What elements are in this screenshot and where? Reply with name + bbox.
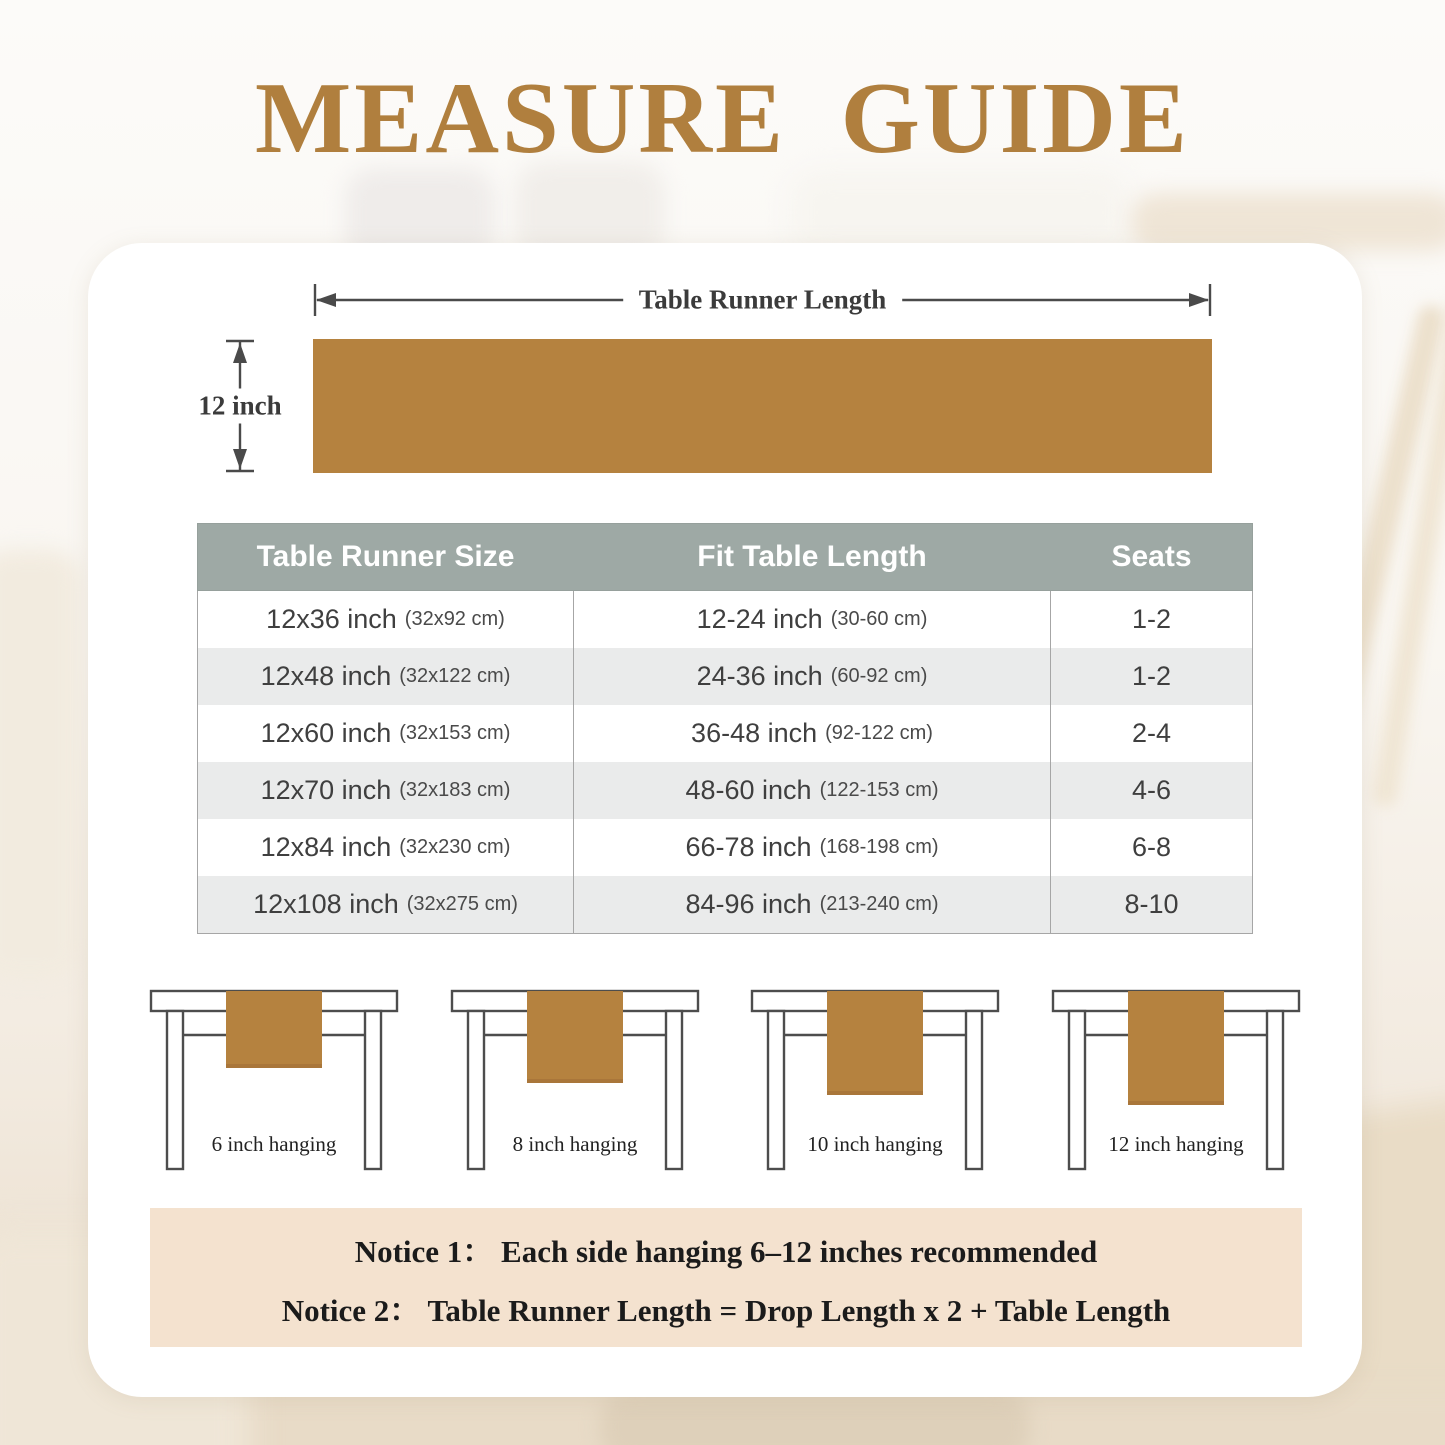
fit-length-cm: (60-92 cm) — [830, 665, 928, 687]
runner-size-cm: (32x92 cm) — [404, 608, 505, 630]
fit-length: 48-60 inch — [685, 775, 812, 805]
fit-length: 12-24 inch — [696, 604, 823, 634]
runner-size-cm: (32x183 cm) — [399, 779, 511, 801]
runner-size: 12x48 inch — [260, 661, 392, 691]
page-title: MEASURE GUIDE — [255, 62, 1190, 175]
seats-count: 1-2 — [1131, 604, 1172, 634]
runner-drape — [1128, 991, 1224, 1105]
table-row — [198, 819, 1252, 876]
runner-drape — [827, 991, 923, 1095]
runner-size-cm: (32x122 cm) — [399, 665, 511, 687]
fit-length: 84-96 inch — [685, 889, 812, 919]
column-header-runner-size: Table Runner Size — [256, 540, 515, 573]
seats-count: 1-2 — [1131, 661, 1172, 691]
runner-drape — [527, 991, 623, 1083]
hanging-label: 10 inch hanging — [807, 1132, 943, 1156]
fit-length-cm: (92-122 cm) — [825, 722, 933, 744]
table-illustration-6-inch — [149, 983, 399, 1183]
fit-length: 36-48 inch — [691, 718, 818, 748]
hanging-label: 12 inch hanging — [1108, 1132, 1244, 1156]
fit-length-cm: (30-60 cm) — [830, 608, 928, 630]
fit-length-cm: (168-198 cm) — [819, 836, 939, 858]
table-row — [198, 591, 1252, 648]
seats-count: 4-6 — [1131, 775, 1172, 805]
table-row — [198, 876, 1252, 933]
runner-size-cm: (32x230 cm) — [399, 836, 511, 858]
hanging-examples-row — [149, 983, 1301, 1183]
length-dimension-arrow — [313, 280, 1212, 320]
size-table — [197, 523, 1253, 934]
runner-drape — [226, 991, 322, 1068]
fit-length: 24-36 inch — [696, 661, 823, 691]
size-table-header — [197, 523, 1253, 591]
notice-1: Notice 1： Each side hanging 6–12 inches recommended — [354, 1233, 1098, 1269]
background-blur — [0, 550, 80, 980]
hanging-label: 8 inch hanging — [512, 1132, 638, 1156]
fit-length: 66-78 inch — [685, 832, 812, 862]
runner-size: 12x70 inch — [260, 775, 392, 805]
runner-size: 12x108 inch — [253, 889, 399, 919]
table-illustration-10-inch — [750, 983, 1000, 1183]
seats-count: 6-8 — [1131, 832, 1172, 862]
size-table-body — [197, 591, 1253, 934]
table-row — [198, 648, 1252, 705]
notice-2: Notice 2： Table Runner Length = Drop Length x 2 + Table Length — [281, 1292, 1171, 1328]
fit-length-cm: (213-240 cm) — [819, 893, 939, 915]
table-row — [198, 705, 1252, 762]
column-header-fit-length: Fit Table Length — [697, 540, 927, 573]
seats-count: 2-4 — [1131, 718, 1172, 748]
table-illustration-8-inch — [450, 983, 700, 1183]
width-dimension-arrow — [198, 339, 282, 473]
table-illustration-12-inch — [1051, 983, 1301, 1183]
length-dimension-label: Table Runner Length — [623, 283, 903, 318]
hanging-label: 6 inch hanging — [211, 1132, 337, 1156]
width-dimension-label: 12 inch — [182, 389, 297, 424]
runner-size-cm: (32x153 cm) — [399, 722, 511, 744]
fit-length-cm: (122-153 cm) — [819, 779, 939, 801]
notice-box — [150, 1208, 1302, 1347]
background-blur — [600, 1392, 1030, 1445]
table-runner-swatch — [313, 339, 1212, 473]
runner-size: 12x84 inch — [260, 832, 392, 862]
seats-count: 8-10 — [1124, 889, 1179, 919]
runner-size-cm: (32x275 cm) — [406, 893, 518, 915]
column-header-seats: Seats — [1111, 540, 1192, 573]
table-row — [198, 762, 1252, 819]
runner-size: 12x60 inch — [260, 718, 392, 748]
runner-size: 12x36 inch — [266, 604, 397, 634]
content-card — [88, 243, 1362, 1397]
